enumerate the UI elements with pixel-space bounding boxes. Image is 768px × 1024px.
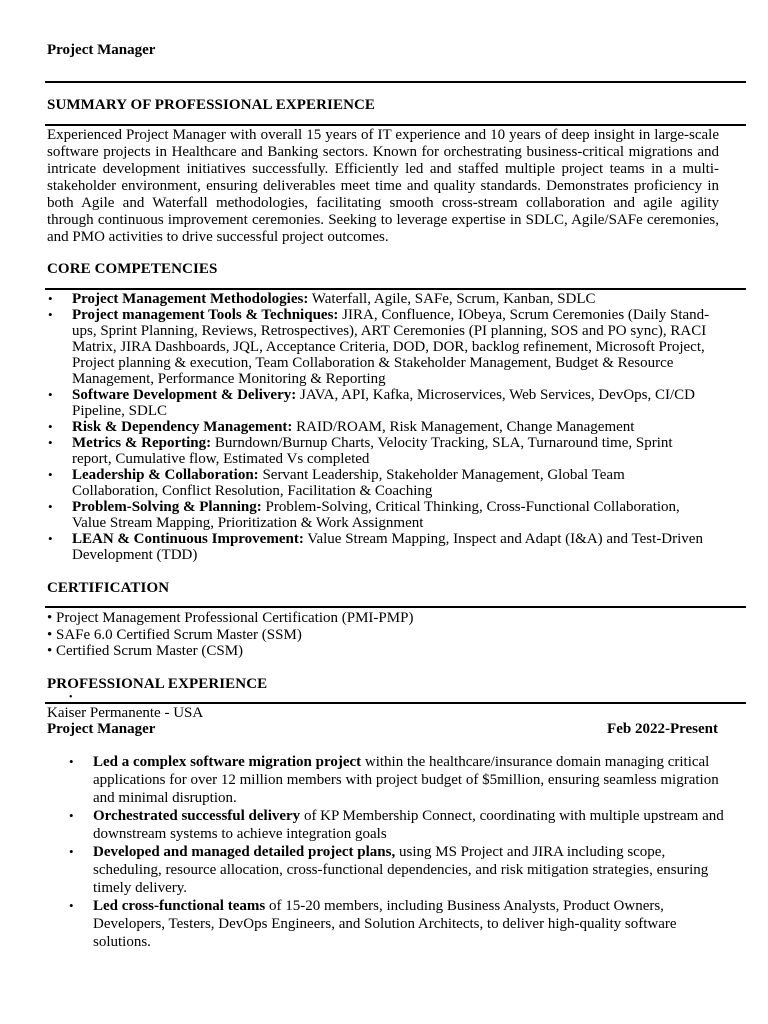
- competency-label: Leadership & Collaboration:: [72, 467, 259, 483]
- duty-item: [69, 807, 729, 843]
- bullet-icon: •: [69, 754, 74, 769]
- duty-text: using MS Project and JIRA including scope, scheduling, resource allocation, cross-functional dependencies, and risk mitigation strategies, ensuring timely delivery.: [93, 844, 709, 896]
- duty-text: of 15-20 members, including Business Analysts, Product Owners, Developers, Testers, DevOps Engineers, and Solution Architects, to deliver high-quality software solutions.: [93, 898, 677, 950]
- duty-item: [69, 843, 729, 897]
- bullet-icon: •: [48, 307, 53, 322]
- competencies-heading: CORE COMPETENCIES: [47, 261, 218, 277]
- experience-heading: PROFESSIONAL EXPERIENCE: [47, 676, 268, 692]
- competency-label: Project management Tools & Techniques:: [72, 307, 339, 323]
- document-title: Project Manager: [47, 42, 156, 58]
- bullet-icon: •: [69, 844, 74, 859]
- competency-item: [47, 291, 712, 307]
- duty-label: Led cross-functional teams: [93, 898, 266, 914]
- competencies-list: [47, 291, 712, 563]
- bullet-icon: •: [69, 808, 74, 823]
- competency-label: Metrics & Reporting:: [72, 435, 212, 451]
- competency-text: Servant Leadership, Stakeholder Management, Global Team Collaboration, Conflict Resolution, Facilitation & Coaching: [72, 467, 625, 499]
- certification-item: • SAFe 6.0 Certified Scrum Master (SSM): [47, 626, 302, 643]
- bullet-icon: •: [48, 387, 53, 402]
- bullet-icon: •: [48, 291, 53, 306]
- duties-list: [69, 753, 729, 951]
- competency-item: [47, 435, 712, 467]
- bullet-icon: •: [48, 419, 53, 434]
- bullet-icon: •: [48, 435, 53, 450]
- bullet-icon: •: [48, 467, 53, 482]
- bullet-icon: •: [48, 531, 53, 546]
- bullet-icon: •: [69, 898, 74, 913]
- divider: [45, 288, 746, 290]
- competency-text: Value Stream Mapping, Inspect and Adapt (I&A) and Test-Driven Development (TDD): [72, 531, 703, 563]
- job-dates: Feb 2022-Present: [607, 721, 718, 737]
- duty-item: [69, 753, 729, 807]
- competency-label: Project Management Methodologies:: [72, 291, 309, 307]
- divider: [45, 702, 746, 704]
- competency-item: [47, 499, 712, 531]
- competency-label: Risk & Dependency Management:: [72, 419, 293, 435]
- certification-item: • Certified Scrum Master (CSM): [47, 643, 244, 659]
- competency-text: JIRA, Confluence, IObeya, Scrum Ceremonies (Daily Stand-ups, Sprint Planning, Reviews, Retrospectives), ART Ceremonies (PI planning, SOS and PO sync), RACI Matrix, JIRA Dashboards, JQL, Acceptance Criteria, DOD, DOR, backlog refinement, Microsoft Project, Project planning & execution, Team Collaboration & Stakeholder Management, Budget & Resource Management, Performance Monitoring & Reporting: [72, 307, 710, 387]
- competency-text: Problem-Solving, Critical Thinking, Cross-Functional Collaboration, Value Stream Mapping, Prioritization & Work Assignment: [72, 499, 680, 531]
- certification-heading: CERTIFICATION: [47, 580, 170, 596]
- certification-list: [47, 610, 413, 660]
- competency-item: [47, 387, 712, 419]
- bullet-icon: •: [48, 499, 53, 514]
- competency-label: Problem-Solving & Planning:: [72, 499, 262, 515]
- summary-heading: SUMMARY OF PROFESSIONAL EXPERIENCE: [47, 97, 376, 113]
- duty-text: of KP Membership Connect, coordinating with multiple upstream and downstream systems to achieve integration goals: [93, 808, 724, 842]
- divider: [45, 124, 746, 126]
- summary-text: Experienced Project Manager with overall 15 years of IT experience and 10 years of deep insight in large-scale software projects in Healthcare and Banking sectors. Known for orchestrating business-critical migrations and intricate development initiatives successfully. Efficiently led and staffed multiple project teams in a multi-stakeholder environment, ensuring deliverables meet time and quality standards. Demonstrates proficiency in both Agile and Waterfall methodologies, facilitating smooth cross-stream collaboration and agile agility through continuous improvement ceremonies. Seeking to leverage expertise in SDLC, Agile/SAFe ceremonies, and PMO activities to drive successful project outcomes.: [47, 127, 719, 245]
- company-name: Kaiser Permanente - USA: [47, 705, 204, 721]
- job-title: Project Manager: [47, 721, 156, 737]
- duty-label: Led a complex software migration project: [93, 754, 362, 770]
- divider: [45, 606, 746, 608]
- competency-item: [47, 419, 712, 435]
- bullet-icon: •: [69, 692, 73, 703]
- competency-label: LEAN & Continuous Improvement:: [72, 531, 304, 547]
- competency-text: Burndown/Burnup Charts, Velocity Tracking, SLA, Turnaround time, Sprint report, Cumulative flow, Estimated Vs completed: [72, 435, 673, 467]
- duty-item: [69, 897, 729, 951]
- duty-label: Developed and managed detailed project plans,: [93, 844, 396, 860]
- competency-item: [47, 531, 712, 563]
- competency-item: [47, 467, 712, 499]
- competency-text: RAID/ROAM, Risk Management, Change Management: [292, 419, 635, 435]
- duty-label: Orchestrated successful delivery: [93, 808, 301, 824]
- competency-item: [47, 307, 712, 387]
- certification-item: • Project Management Professional Certification (PMI-PMP): [47, 610, 414, 626]
- competency-label: Software Development & Delivery:: [72, 387, 297, 403]
- divider: [45, 81, 746, 83]
- competency-text: Waterfall, Agile, SAFe, Scrum, Kanban, SDLC: [308, 291, 596, 307]
- competency-text: JAVA, API, Kafka, Microservices, Web Services, DevOps, CI/CD Pipeline, SDLC: [72, 387, 695, 419]
- duty-text: within the healthcare/insurance domain managing critical applications for over 12 million members with project budget of $5million, ensuring seamless migration and minimal disruption.: [93, 754, 719, 806]
